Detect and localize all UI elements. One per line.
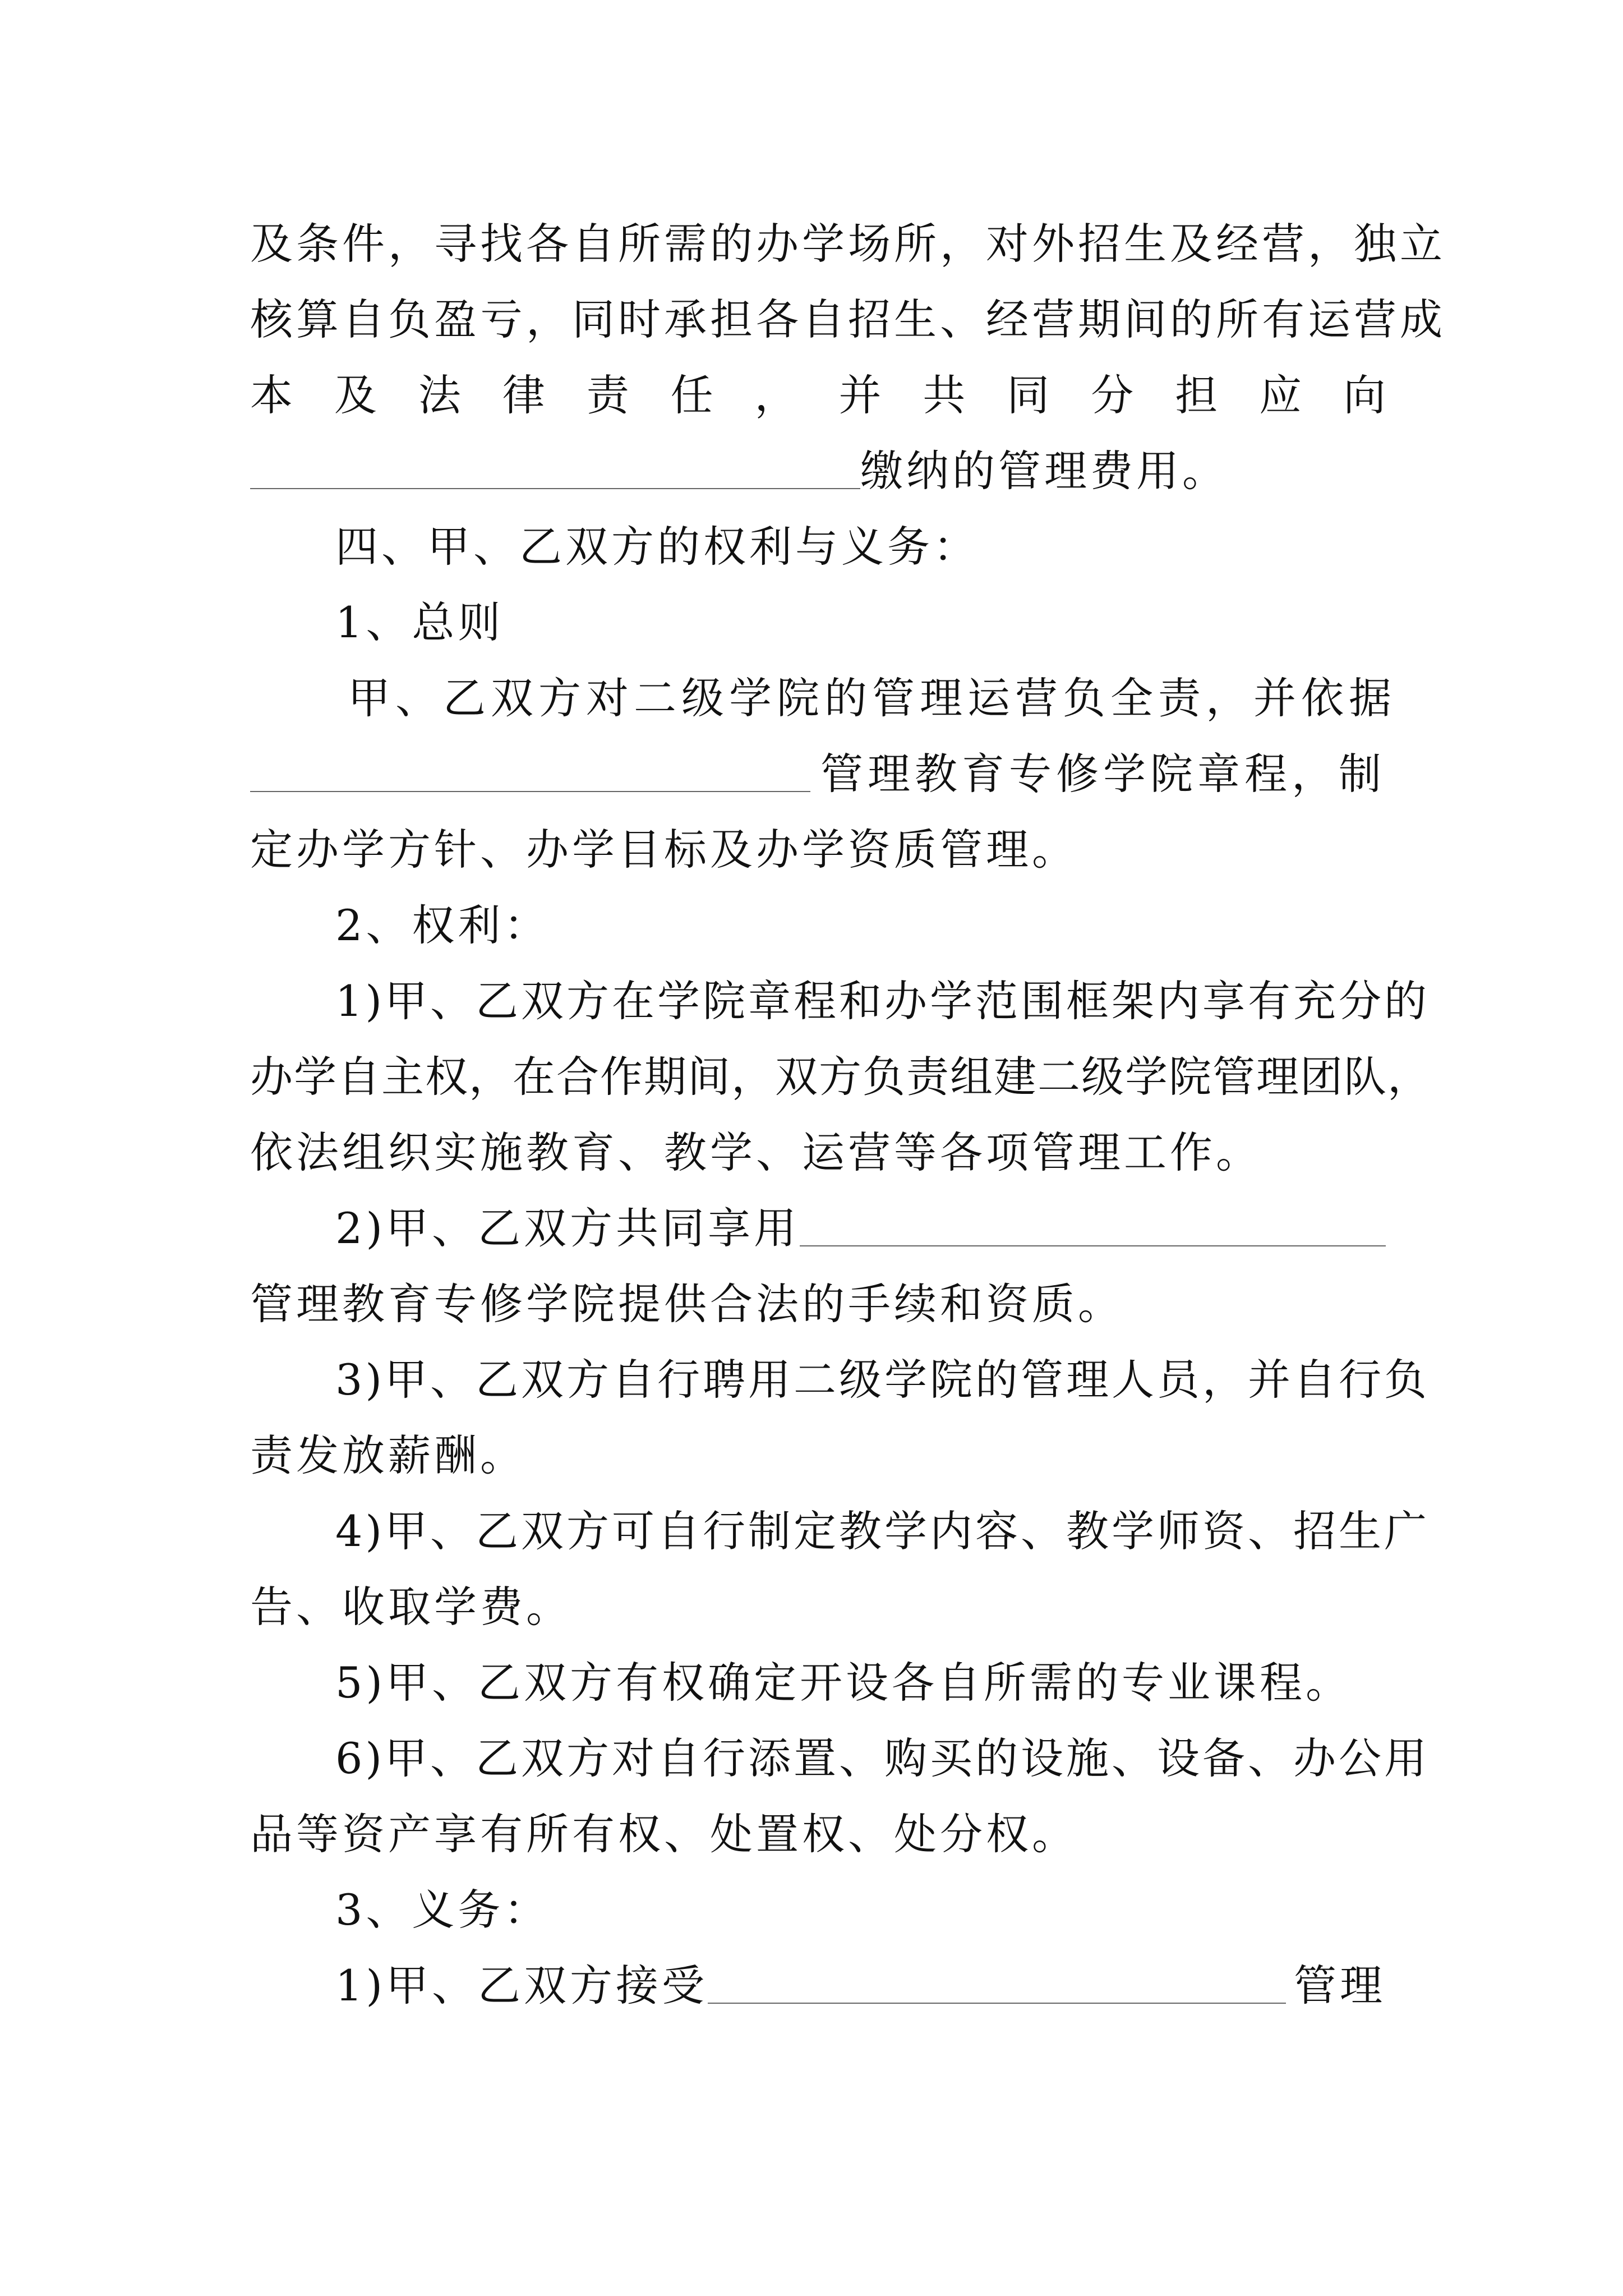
paragraph-line: 6)甲、乙双方对自行添置、购买的设施、设备、办公用 [335, 1733, 1430, 1783]
text-fragment: 2)甲、乙双方共同享用 [335, 1203, 800, 1253]
char: 向 [1343, 370, 1386, 420]
paragraph-line: 品等资产享有所有权、处置权、处分权。 [250, 1809, 1078, 1859]
text-fragment: 管理教育专修学院章程，制 [820, 749, 1386, 799]
section-heading: 四、甲、乙双方的权利与义务： [335, 522, 979, 572]
char: 应 [1259, 370, 1302, 420]
paragraph-line [250, 740, 1386, 808]
char: 共 [923, 370, 966, 420]
char: 担 [1175, 370, 1218, 420]
char: 并 [838, 370, 882, 420]
paragraph-line: 甲、乙双方对二级学院的管理运营负全责，并依据 [348, 673, 1396, 723]
char: 律 [502, 370, 545, 420]
char: 责 [586, 370, 629, 420]
char: 本 [250, 370, 293, 420]
char: 任 [670, 370, 713, 420]
paragraph-line: 1)甲、乙双方在学院章程和办学范围框架内享有充分的 [335, 976, 1430, 1026]
blank-underline[interactable] [708, 1952, 1286, 2004]
blank-underline[interactable] [250, 438, 860, 489]
subsection-heading: 1、总则 [335, 597, 504, 647]
text-line: 及条件，寻找各自所需的办学场所，对外招生及经营，独立 [250, 219, 1446, 269]
blank-underline[interactable] [800, 1195, 1386, 1246]
paragraph-line: 定办学方针、办学目标及办学资质管理。 [250, 825, 1078, 875]
char: ， [754, 370, 797, 420]
spaced-line [250, 362, 1386, 429]
paragraph-line: 管理教育专修学院提供合法的手续和资质。 [250, 1279, 1124, 1329]
paragraph-line: 5)甲、乙双方有权确定开设各自所需的专业课程。 [335, 1658, 1352, 1708]
paragraph-line: 3)甲、乙双方自行聘用二级学院的管理人员，并自行负 [335, 1355, 1430, 1405]
text-fragment: 1)甲、乙双方接受 [335, 1961, 708, 2010]
subsection-heading: 2、权利： [335, 900, 550, 950]
subsection-heading: 3、义务： [335, 1885, 550, 1935]
char: 法 [418, 370, 461, 420]
paragraph-line [250, 210, 1446, 278]
paragraph-line [250, 438, 1386, 505]
text-fragment: 缴纳的管理费用。 [860, 446, 1228, 496]
paragraph-line: 4)甲、乙双方可自行制定教学内容、教学师资、招生广 [335, 1506, 1430, 1556]
paragraph-line [335, 1195, 1386, 1262]
paragraph-line: 告、收取学费。 [250, 1582, 572, 1632]
paragraph-line [335, 1952, 1386, 2019]
char: 同 [1007, 370, 1050, 420]
blank-underline[interactable] [250, 740, 810, 792]
paragraph-line: 依法组织实施教育、教学、运营等各项管理工作。 [250, 1128, 1262, 1177]
paragraph-line: 核算自负盈亏，同时承担各自招生、经营期间的所有运营成 [250, 295, 1446, 344]
paragraph-line: 办学自主权，在合作期间，双方负责组建二级学院管理团队， [250, 1052, 1431, 1102]
char: 分 [1091, 370, 1134, 420]
paragraph-line: 责发放薪酬。 [250, 1430, 526, 1480]
text-fragment: 管理 [1294, 1961, 1386, 2010]
char: 及 [334, 370, 377, 420]
